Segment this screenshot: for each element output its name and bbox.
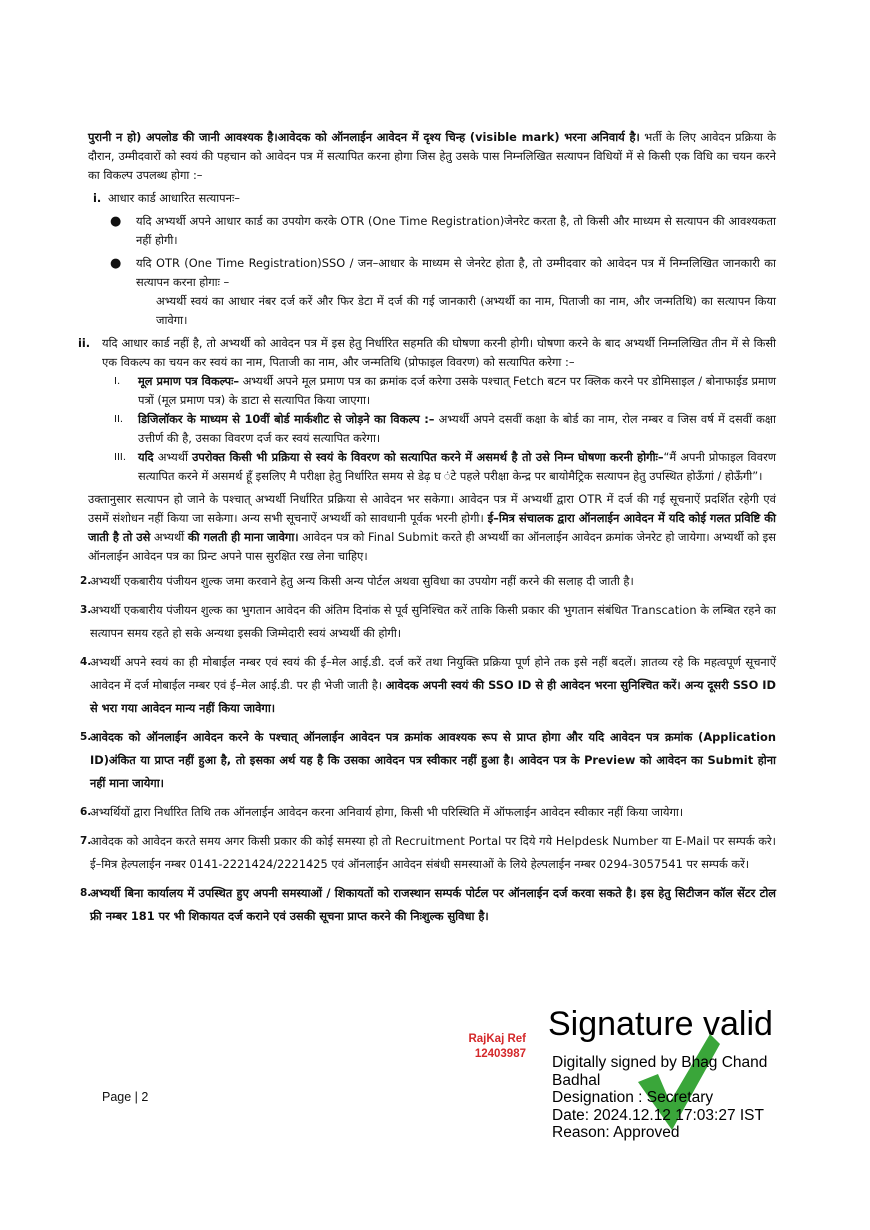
item-ii-marker: ii. — [78, 336, 91, 350]
item-i-bullet-2 — [88, 254, 776, 292]
signature-signed-by: Digitally signed by Bhag Chand — [552, 1054, 768, 1071]
numbered-item-7-text: आवेदक को आवेदन करते समय अगर किसी प्रकार की कोई समस्या हो तो Recruitment Portal पर दिये गये Helpdesk Number या E-Mail पर सम्पर्क करे। ई–मित्र हेल्पलाईन नम्बर 0141-2221424/2221425 एवं ऑनलाईन आवेदन संबंधी समस्याओं के लिये हेल्पलाईन नम्बर 0294-3057541 पर सम्पर्क करें। — [90, 834, 776, 871]
item-i-bullet-2-sub: अभ्यर्थी स्वयं का आधार नंबर दर्ज करें और फिर डेटा में दर्ज की गई जानकारी (अभ्यर्थी का नाम, पिताजी का नाम, और जन्मतिथि) का सत्यापन किया जावेगा। — [156, 294, 776, 327]
signature-name-cont: Badhal — [552, 1071, 601, 1089]
numbered-item-5 — [80, 726, 776, 795]
numbered-item-6 — [80, 801, 776, 824]
signature-details — [552, 1054, 767, 1142]
sub-option-3 — [88, 448, 776, 486]
signature-reason: Reason: Approved — [552, 1124, 680, 1141]
after-text-2: अभ्यर्थी — [150, 530, 188, 544]
item-number: 3. — [80, 604, 92, 616]
numbered-item-7 — [80, 830, 776, 876]
item-number: 5. — [80, 731, 92, 743]
sub-option-2 — [88, 410, 776, 448]
numbered-item-4-bold: आवेदक अपनी स्वयं की SSO ID से ही आवेदन भरना सुनिश्चित करें। अन्य दूसरी SSO ID से भरा गया आवेदन मान्य नहीं किया जावेगा। — [90, 678, 776, 715]
item-number: 4. — [80, 656, 92, 668]
numbered-item-6-text: अभ्यर्थियों द्वारा निर्धारित तिथि तक ऑनलाईन आवेदन करना अनिवार्य होगा, किसी भी परिस्थिति में ऑफलाईन आवेदन स्वीकार नहीं किया जायेगा। — [90, 805, 684, 819]
item-i-bullet-1 — [88, 212, 776, 250]
after-verification-paragraph — [88, 490, 776, 566]
sub-option-1-text: अभ्यर्थी अपने मूल प्रमाण पत्र का क्रमांक दर्ज करेगा उसके पश्चात् Fetch बटन पर क्लिक करने पर डोमिसाइल / बोनाफाईड प्रमाण पत्रों (मूल प्रमाण पत्र) के डाटा से सत्यापित किया जाएगा। — [138, 374, 776, 407]
after-bold-2: की गलती ही माना जावेगा। — [187, 530, 299, 544]
numbered-item-4-text: अभ्यर्थी अपने स्वयं का ही मोबाईल नम्बर एवं स्वयं की ई–मेल आई.डी. दर्ज करें तथा नियुक्ति प्रक्रिया पूर्ण होने तक इसे नहीं बदलें। ज्ञातव्य रहे कि महत्वपूर्ण सूचनाऐं आवेदन में दर्ज मोबाईल नम्बर एवं ई–मेल आई.डी. पर ही भेजी जाती है। — [90, 655, 776, 692]
item-i-marker: i. — [93, 191, 102, 205]
intro-bold: पुरानी न हो) अपलोड की जानी आवश्यक है।आवेदक को ऑनलाईन आवेदन में दृश्य चिन्ह (visible mark) भरना अनिवार्य है। — [88, 130, 640, 144]
sub-option-3-declaration: “मैं अपनी प्रोफाइल विवरण सत्यापित करने में असमर्थ हूँ इसलिए मै परीक्षा हेतु निर्धारित समय से डेढ़ घ ंटे पहले परीक्षा केन्द्र पर बायोमैट्रिक सत्यापन हेतु उपस्थित होऊँगां / होऊँगी”। — [138, 450, 776, 483]
sub-option-marker: II. — [114, 414, 124, 425]
sub-option-2-text: अभ्यर्थी अपने दसवीं कक्षा के बोर्ड का नाम, रोल नम्बर व जिस वर्ष में दसवीं कक्षा उत्तीर्ण की है, उसका विवरण दर्ज कर स्वयं सत्यापित करेगा। — [138, 412, 776, 445]
intro-paragraph — [88, 128, 776, 185]
numbered-item-5-bold: आवेदक को ऑनलाईन आवेदन करने के पश्चात् ऑनलाईन आवेदन पत्र क्रमांक आवश्यक रूप से प्राप्त होगा और यदि आवेदन पत्र क्रमांक (Application ID)अंकित या प्राप्त नहीं हुआ है, तो इसका अर्थ यह है कि उसका आवेदन पत्र स्वीकार नहीं हुआ है। आवेदन पत्र के Preview को आवेदन का Submit होना नहीं माना जायेगा। — [90, 730, 776, 790]
item-number: 8. — [80, 887, 92, 899]
numbered-item-3 — [80, 599, 776, 645]
item-i-bullet-1-text: यदि अभ्यर्थी अपने आधार कार्ड का उपयोग करके OTR (One Time Registration)जेनरेट करता है, तो किसी और माध्यम से सत्यापन की आवश्यकता नहीं होगी। — [136, 214, 776, 247]
sub-option-3-title: यदि — [138, 450, 154, 464]
item-i — [88, 189, 776, 208]
rajkaj-ref-label: RajKaj Ref — [468, 1033, 526, 1045]
signature-designation: Designation : Secretary — [552, 1089, 714, 1106]
sub-option-marker: I. — [114, 376, 121, 387]
signature-valid-title: Signature valid — [548, 1005, 773, 1043]
numbered-item-4 — [80, 651, 776, 720]
rajkaj-ref-number: 12403987 — [474, 1048, 526, 1060]
numbered-item-2 — [80, 570, 776, 593]
item-ii — [78, 334, 776, 372]
after-text-3: आवेदन पत्र को Final Submit करते ही अभ्यर्थी का ऑनलाईन आवेदन क्रमांक जेनरेट हो जायेगा। अभ्यर्थी को इस ऑनलाईन आवेदन पत्र का प्रिन्ट अपने पास सुरक्षित रख लेना चाहिए। — [88, 530, 776, 563]
rajkaj-reference — [448, 1032, 526, 1062]
page-number: Page | 2 — [102, 1090, 149, 1104]
numbered-item-2-text: अभ्यर्थी एकबारीय पंजीयन शुल्क जमा करवाने हेतु अन्य किसी अन्य पोर्टल अथवा सुविधा का उपयोग नहीं करने की सलाह दी जाती है। — [90, 574, 634, 588]
item-ii-text: यदि आधार कार्ड नहीं है, तो अभ्यर्थी को आवेदन पत्र में इस हेतु निर्धारित सहमति की घोषणा करनी होगी। घोषणा करने के बाद अभ्यर्थी निम्नलिखित तीन में से किसी एक विकल्प का चयन कर स्वयं का नाम, पिताजी का नाम, और जन्मतिथि (प्रोफाइल विवरण) को सत्यापित करेगा :– — [102, 336, 776, 369]
bullet-icon: ● — [110, 256, 122, 271]
item-i-bullet-2-text: यदि OTR (One Time Registration)SSO / जन–आधार के माध्यम से जेनरेट होता है, तो उम्मीदवार को आवेदन पत्र में निम्नलिखित जानकारी का सत्यापन करना होगाः – — [136, 256, 776, 289]
numbered-item-3-text: अभ्यर्थी एकबारीय पंजीयन शुल्क का भुगतान आवेदन की अंतिम दिनांक से पूर्व सुनिश्चित करें ताकि किसी प्रकार की भुगतान संबंधित Transcation के लम्बित रहने का सत्यापन समय रहते हो सके अन्यथा इसकी जिम्मेदारी स्वयं अभ्यर्थी की होगी। — [90, 603, 776, 640]
item-number: 2. — [80, 575, 92, 587]
sub-option-1 — [88, 372, 776, 410]
sub-option-1-title: मूल प्रमाण पत्र विकल्पः– — [138, 374, 240, 388]
signature-date: Date: 2024.12.12 17:03:27 IST — [552, 1106, 764, 1124]
document-body — [78, 128, 777, 928]
after-text-1: उक्तानुसार सत्यापन हो जाने के पश्चात् अभ्यर्थी निर्धारित प्रक्रिया से आवेदन भर सकेगा। आवेदन पत्र में अभ्यर्थी द्वारा OTR में दर्ज की गई सूचनाऐं प्रदर्शित रहेगी एवं उसमें संशोधन नहीं किया जा सकेगा। अन्य सभी सूचनाऐं अभ्यर्थी को सावधानी पूर्वक भरनी होगी। — [88, 492, 776, 525]
after-bold-1: ई–मित्र संचालक द्वारा ऑनलाईन आवेदन में यदि कोई गलत प्रविष्टि की जाती है तो उसे — [88, 511, 777, 544]
sub-option-3-text: अभ्यर्थी — [153, 450, 193, 464]
item-number: 6. — [80, 806, 92, 818]
numbered-item-8-bold: अभ्यर्थी बिना कार्यालय में उपस्थित हुए अपनी समस्याओं / शिकायतों को राजस्थान सम्पर्क पोर्टल पर ऑनलाईन दर्ज करवा सकते है। इस हेतु सिटीजन कॉल सेंटर टोल फ्री नम्बर 181 पर भी शिकायत दर्ज कराने एवं उसकी सूचना प्राप्त करने की निःशुल्क सुविधा है। — [90, 886, 776, 923]
bullet-icon: ● — [110, 214, 122, 229]
sub-option-marker: III. — [114, 452, 127, 463]
item-number: 7. — [80, 835, 92, 847]
sub-option-2-title: डिजिलॉकर के माध्यम से 10वीं बोर्ड मार्कशीट से जोड़ने का विकल्प :– — [138, 412, 435, 426]
intro-text: भर्ती के लिए आवेदन प्रक्रिया के दौरान, उम्मीदवारों को स्वयं की पहचान को आवेदन पत्र में सत्यापित करना होगा जिस हेतु उसके पास निम्नलिखित सत्यापन विधियों में से किसी एक विधि का चयन करने का विकल्प उपलब्ध होगा :– — [88, 130, 776, 182]
numbered-item-8 — [80, 882, 776, 928]
item-i-title: आधार कार्ड आधारित सत्यापनः– — [108, 191, 240, 205]
sub-option-3-bold: उपरोक्त किसी भी प्रक्रिया से स्वयं के विवरण को सत्यापित करने में असमर्थ है तो उसे निम्न घोषणा करनी होगीः– — [192, 450, 664, 464]
